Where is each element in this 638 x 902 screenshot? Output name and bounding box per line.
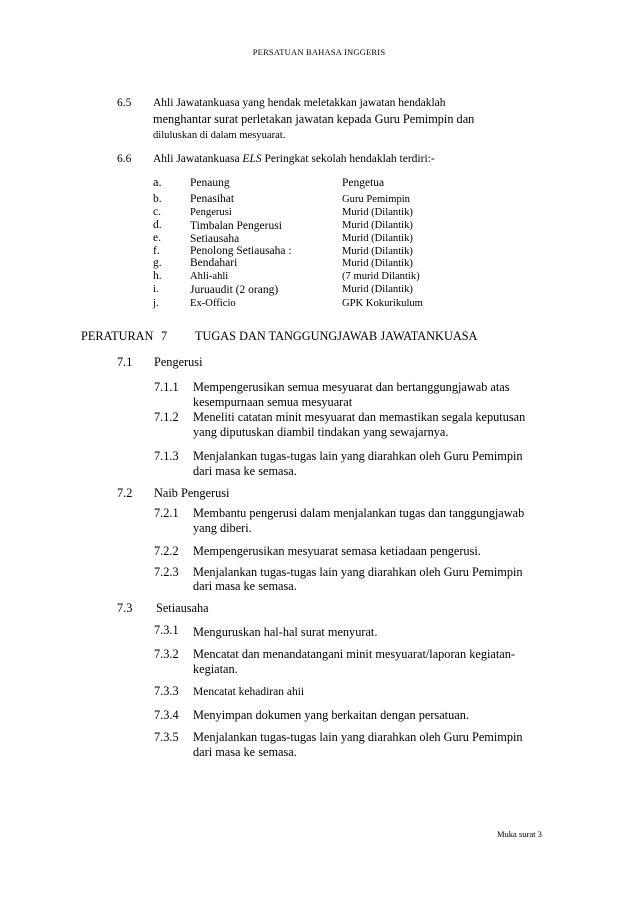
committee-role: Ahli-ahli xyxy=(190,271,229,282)
item-7-3-3-line-1: Mencatat kehadiran ahii xyxy=(193,686,305,698)
section-7-3-title: Setiausaha xyxy=(156,601,209,615)
section-6-6-number: 6.6 xyxy=(117,153,132,165)
committee-letter: h. xyxy=(153,270,162,282)
committee-holder: Murid (Dilantik) xyxy=(342,220,413,231)
section-6-6-text-b: Peringkat sekolah hendaklah terdiri:- xyxy=(261,153,435,165)
item-7-1-2-line-2: yang diputuskan diambil tindakan yang sewajarnya. xyxy=(193,425,449,439)
committee-role: Bendahari xyxy=(190,257,238,269)
committee-holder: Murid (Dilantik) xyxy=(342,284,413,295)
item-7-1-3-number: 7.1.3 xyxy=(154,449,179,463)
item-7-3-5-number: 7.3.5 xyxy=(154,730,179,744)
section-6-5-number: 6.5 xyxy=(117,97,132,109)
item-7-2-2-number: 7.2.2 xyxy=(154,544,179,558)
section-7-1-number: 7.1 xyxy=(117,355,133,369)
section-7-2-number: 7.2 xyxy=(117,486,133,500)
committee-role: Ex-Officio xyxy=(190,298,236,309)
item-7-2-1-line-1: Membantu pengerusi dalam menjalankan tugas dan tanggungjawab xyxy=(193,506,525,520)
committee-letter: e. xyxy=(153,232,161,244)
committee-letter: d. xyxy=(153,219,162,231)
section-6-6-els: ELS xyxy=(242,153,262,165)
committee-holder: Guru Pemimpin xyxy=(342,194,410,205)
section-6-5-line-3: diluluskan di dalam mesyuarat. xyxy=(153,130,286,141)
committee-role: Penolong Setiausaha : xyxy=(190,245,292,257)
item-7-1-3-line-1: Menjalankan tugas-tugas lain yang diarahkan oleh Guru Pemimpin xyxy=(193,449,523,463)
section-6-6-text xyxy=(153,153,435,165)
page-number: Muka surat 3 xyxy=(497,829,542,839)
item-7-1-1-line-1: Mempengerusikan semua mesyuarat dan bertanggungjawab atas xyxy=(193,380,510,394)
section-7-1-title: Pengerusi xyxy=(154,355,203,369)
item-7-3-2-line-1: Mencatat dan menandatangani minit mesyuarat/laporan kegiatan- xyxy=(193,647,515,661)
committee-role: Pengerusi xyxy=(190,207,232,218)
committee-letter: i. xyxy=(153,284,159,295)
item-7-3-2-number: 7.3.2 xyxy=(154,647,179,661)
item-7-1-2-line-1: Meneliti catatan minit mesyuarat dan memastikan segala keputusan xyxy=(193,410,526,424)
committee-letter: f. xyxy=(153,245,160,257)
section-6-6-text-a: Ahli Jawatankuasa xyxy=(153,153,243,165)
item-7-2-2-line-1: Mempengerusikan mesyuarat semasa ketiadaan pengerusi. xyxy=(193,544,481,558)
committee-role: Penaung xyxy=(190,177,230,189)
committee-letter: b. xyxy=(153,193,162,205)
item-7-1-1-line-2: kesempurnaan semua mesyuarat xyxy=(193,395,353,409)
committee-letter: a. xyxy=(153,175,162,189)
committee-letter: j. xyxy=(153,298,159,309)
item-7-2-1-number: 7.2.1 xyxy=(154,506,179,520)
item-7-2-3-line-1: Menjalankan tugas-tugas lain yang diarahkan oleh Guru Pemimpin xyxy=(193,565,523,579)
committee-letter: g. xyxy=(153,257,162,269)
item-7-3-1-number: 7.3.1 xyxy=(154,623,179,637)
committee-letter: c. xyxy=(153,206,161,218)
committee-holder: Pengetua xyxy=(342,177,385,189)
peraturan-title: TUGAS DAN TANGGUNGJAWAB JAWATANKUASA xyxy=(195,329,478,343)
committee-role: Penasihat xyxy=(190,193,235,205)
item-7-3-4-line-1: Menyimpan dokumen yang berkaitan dengan persatuan. xyxy=(193,708,469,722)
section-6-5-line-1: Ahli Jawatankuasa yang hendak meletakkan jawatan hendaklah xyxy=(153,97,446,109)
committee-role: Timbalan Pengerusi xyxy=(190,220,282,232)
item-7-3-1-line-1: Menguruskan hal-hal surat menyurat. xyxy=(193,625,378,639)
item-7-1-1-number: 7.1.1 xyxy=(154,380,179,394)
committee-holder: (7 murid Dilantik) xyxy=(342,271,420,282)
item-7-3-4-number: 7.3.4 xyxy=(154,708,179,722)
committee-holder: Murid (Dilantik) xyxy=(342,233,413,244)
item-7-3-5-line-1: Menjalankan tugas-tugas lain yang diarahkan oleh Guru Pemimpin xyxy=(193,730,523,744)
item-7-2-3-number: 7.2.3 xyxy=(154,565,179,579)
committee-role: Juruaudit (2 orang) xyxy=(190,284,279,296)
committee-holder: Murid (Dilantik) xyxy=(342,246,413,257)
committee-holder: GPK Kokurikulum xyxy=(342,298,423,309)
item-7-2-3-line-2: dari masa ke semasa. xyxy=(193,579,297,593)
committee-holder: Murid (Dilantik) xyxy=(342,207,413,218)
peraturan-label: PERATURAN xyxy=(81,329,154,343)
committee-holder: Murid (Dilantik) xyxy=(342,258,413,269)
page-header: PERSATUAN BAHASA INGGERIS xyxy=(252,47,386,57)
section-7-3-number: 7.3 xyxy=(117,601,133,615)
item-7-3-5-line-2: dari masa ke semasa. xyxy=(193,745,297,759)
section-6-5-line-2: menghantar surat perletakan jawatan kepada Guru Pemimpin dan xyxy=(153,112,475,126)
item-7-1-3-line-2: dari masa ke semasa. xyxy=(193,464,297,478)
section-7-2-title: Naib Pengerusi xyxy=(154,486,230,500)
item-7-3-2-line-2: kegiatan. xyxy=(193,662,238,676)
item-7-3-3-number: 7.3.3 xyxy=(154,684,179,698)
peraturan-number: 7 xyxy=(161,329,168,343)
committee-role: Setiausaha xyxy=(190,233,240,245)
item-7-1-2-number: 7.1.2 xyxy=(154,410,179,424)
item-7-2-1-line-2: yang diberi. xyxy=(193,521,252,535)
